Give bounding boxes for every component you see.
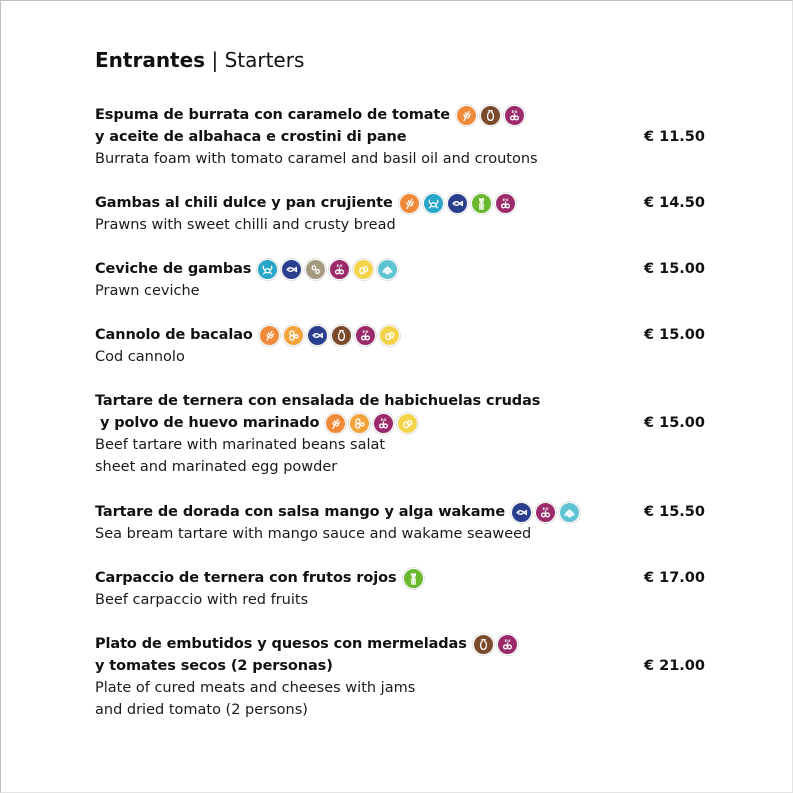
- molluscs-icon: [559, 502, 580, 523]
- celery-icon: [403, 568, 424, 589]
- fish-icon: [307, 325, 328, 346]
- crustaceans-icon: [257, 259, 278, 280]
- gluten-icon: [259, 325, 280, 346]
- gluten-icon: [325, 413, 346, 434]
- allergen-icons: [259, 325, 400, 346]
- item-name-en: Prawns with sweet chilli and crusty bread: [95, 217, 396, 233]
- item-price: € 21.00: [643, 658, 705, 674]
- item-name-en: Beef tartare with marinated beans salat: [95, 437, 386, 453]
- sulphites-icon: [504, 105, 525, 126]
- item-name-en: Plate of cured meats and cheeses with jams: [95, 680, 416, 696]
- item-price: € 15.00: [643, 415, 705, 431]
- menu-item: [95, 104, 705, 170]
- gluten-icon: [456, 105, 477, 126]
- item-name-es: Cannolo de bacalao: [95, 327, 253, 343]
- item-name-es: y aceite de albahaca e crostini di pane: [95, 129, 407, 145]
- menu-item: [95, 258, 705, 302]
- sulphites-icon: [329, 259, 350, 280]
- menu-item: [95, 501, 705, 545]
- item-price: € 15.50: [643, 504, 705, 520]
- item-name-en: Prawn ceviche: [95, 283, 200, 299]
- dairy-icon: [473, 634, 494, 655]
- section-title: [95, 46, 304, 74]
- allergen-icons: [257, 259, 398, 280]
- item-price: € 11.50: [643, 129, 705, 145]
- fish-icon: [447, 193, 468, 214]
- menu-item: [95, 390, 705, 478]
- sulphites-icon: [355, 325, 376, 346]
- allergen-icons: [403, 568, 424, 589]
- item-name-es: Gambas al chili dulce y pan crujiente: [95, 195, 393, 211]
- item-name-es: Tartare de ternera con ensalada de habichuelas crudas: [95, 393, 541, 409]
- egg-icon: [379, 325, 400, 346]
- item-name-en: sheet and marinated egg powder: [95, 459, 338, 475]
- svg-text:E-X: E-X: [502, 197, 509, 202]
- item-price: € 14.50: [643, 195, 705, 211]
- allergen-icons: [399, 193, 516, 214]
- item-price: € 15.00: [643, 261, 705, 277]
- menu-item: [95, 192, 705, 236]
- item-name-es: Espuma de burrata con caramelo de tomate: [95, 107, 450, 123]
- sulphites-icon: [373, 413, 394, 434]
- crustaceans-icon: [423, 193, 444, 214]
- svg-text:E-X: E-X: [362, 329, 369, 334]
- allergen-icons: [511, 502, 580, 523]
- peanuts-icon: [349, 413, 370, 434]
- egg-icon: [353, 259, 374, 280]
- svg-text:E-X: E-X: [542, 506, 549, 511]
- svg-text:E-X: E-X: [336, 263, 343, 268]
- section-title-es: Entrantes: [95, 48, 206, 72]
- egg-icon: [397, 413, 418, 434]
- sulphites-icon: [495, 193, 516, 214]
- item-name-es: y tomates secos (2 personas): [95, 658, 333, 674]
- item-price: € 17.00: [643, 570, 705, 586]
- item-name-en: Cod cannolo: [95, 349, 185, 365]
- peanuts-icon: [283, 325, 304, 346]
- dairy-icon: [331, 325, 352, 346]
- fish-icon: [511, 502, 532, 523]
- allergen-icons: [456, 105, 525, 126]
- item-name-es: Ceviche de gambas: [95, 261, 252, 277]
- svg-text:E-X: E-X: [504, 638, 511, 643]
- section-title-en: Starters: [224, 48, 305, 72]
- item-name-en: Burrata foam with tomato caramel and basil oil and croutons: [95, 151, 538, 167]
- section-title-separator: |: [211, 48, 219, 72]
- allergen-icons: [325, 413, 418, 434]
- fish-icon: [281, 259, 302, 280]
- menu-item: [95, 633, 705, 721]
- item-name-es: Tartare de dorada con salsa mango y alga wakame: [95, 504, 506, 520]
- sulphites-icon: [535, 502, 556, 523]
- svg-text:E-X: E-X: [511, 109, 518, 114]
- allergen-icons: [473, 634, 518, 655]
- item-name-es: Carpaccio de ternera con frutos rojos: [95, 570, 397, 586]
- celery-icon: [471, 193, 492, 214]
- dairy-icon: [480, 105, 501, 126]
- item-name-en: and dried tomato (2 persons): [95, 702, 308, 718]
- menu-item: [95, 324, 705, 368]
- item-name-es: y polvo de huevo marinado: [95, 415, 320, 431]
- molluscs-icon: [377, 259, 398, 280]
- item-name-es: Plato de embutidos y quesos con mermeladas: [95, 636, 467, 652]
- item-price: € 15.00: [643, 327, 705, 343]
- menu-item: [95, 567, 705, 611]
- item-name-en: Sea bream tartare with mango sauce and wakame seaweed: [95, 526, 532, 542]
- svg-text:E-X: E-X: [380, 417, 387, 422]
- sulphites-icon: [497, 634, 518, 655]
- item-name-en: Beef carpaccio with red fruits: [95, 592, 309, 608]
- gluten-icon: [399, 193, 420, 214]
- nuts-icon: [305, 259, 326, 280]
